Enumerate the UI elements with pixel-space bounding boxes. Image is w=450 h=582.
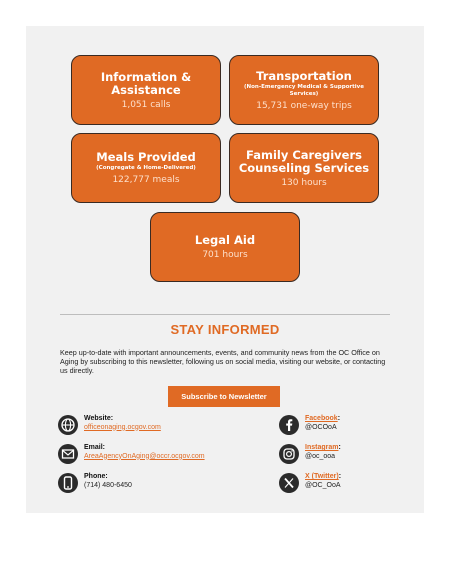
website-link[interactable]: officeonaging.ocgov.com bbox=[84, 423, 161, 431]
stat-title: Meals Provided bbox=[96, 150, 196, 164]
facebook-link[interactable]: Facebook bbox=[305, 415, 338, 422]
instagram-link[interactable]: Instagram bbox=[305, 444, 339, 451]
email-link[interactable]: AreaAgencyOnAging@occr.ocgov.com bbox=[84, 452, 205, 460]
phone-number[interactable]: (714) 480-6450 bbox=[84, 481, 132, 489]
facebook-icon[interactable] bbox=[279, 415, 299, 435]
x-twitter-handle: @OC_OoA bbox=[305, 481, 341, 489]
globe-icon bbox=[58, 415, 78, 435]
contact-x-twitter: X (Twitter): @OC_OoA bbox=[279, 473, 341, 493]
envelope-icon bbox=[58, 444, 78, 464]
newsletter-panel bbox=[26, 26, 424, 513]
stay-informed-intro: Keep up-to-date with important announcements, events, and community news from the OC Office on Aging by subscribing to this newsletter, following us on social media, visiting our website, or contacting us directly. bbox=[60, 348, 386, 375]
phone-icon bbox=[58, 473, 78, 493]
stat-card-legal-aid bbox=[150, 212, 300, 282]
website-label: Website: bbox=[84, 415, 114, 422]
contact-website bbox=[58, 415, 161, 435]
stat-value: 122,777 meals bbox=[112, 175, 180, 185]
instagram-handle: @oc_ooa bbox=[305, 452, 336, 460]
phone-label: Phone: bbox=[84, 473, 108, 480]
email-label: Email: bbox=[84, 444, 106, 451]
contact-email bbox=[58, 444, 205, 464]
stay-informed-heading: STAY INFORMED bbox=[170, 322, 280, 337]
stat-card-information-assistance bbox=[71, 55, 221, 125]
instagram-icon[interactable] bbox=[279, 444, 299, 464]
stat-card-transportation bbox=[229, 55, 379, 125]
contact-instagram: Instagram: @oc_ooa bbox=[279, 444, 341, 464]
subscribe-newsletter-button[interactable]: Subscribe to Newsletter bbox=[168, 386, 280, 407]
stat-title: Transportation bbox=[256, 68, 352, 83]
facebook-handle: @OCOoA bbox=[305, 423, 337, 431]
contact-facebook: Facebook: @OCOoA bbox=[279, 415, 340, 435]
stat-value: 130 hours bbox=[281, 177, 327, 188]
stat-value: 701 hours bbox=[202, 250, 248, 260]
stat-title: Legal Aid bbox=[194, 233, 256, 247]
x-twitter-link[interactable]: X (Twitter) bbox=[305, 473, 339, 480]
stat-value: 15,731 one-way trips bbox=[256, 100, 352, 111]
stat-card-meals-provided bbox=[71, 133, 221, 203]
section-divider bbox=[60, 314, 390, 315]
stat-title: Information & Assistance bbox=[100, 69, 192, 97]
stat-subtitle: (Non-Emergency Medical & Supportive Services) bbox=[244, 83, 364, 97]
stat-card-family-caregivers bbox=[229, 133, 379, 203]
x-icon[interactable] bbox=[279, 473, 299, 493]
contact-phone bbox=[58, 473, 132, 493]
stat-title: Family Caregivers Counseling Services bbox=[238, 147, 370, 175]
stat-value: 1,051 calls bbox=[121, 99, 171, 110]
stat-subtitle: (Congregate & Home-Delivered) bbox=[96, 165, 196, 171]
